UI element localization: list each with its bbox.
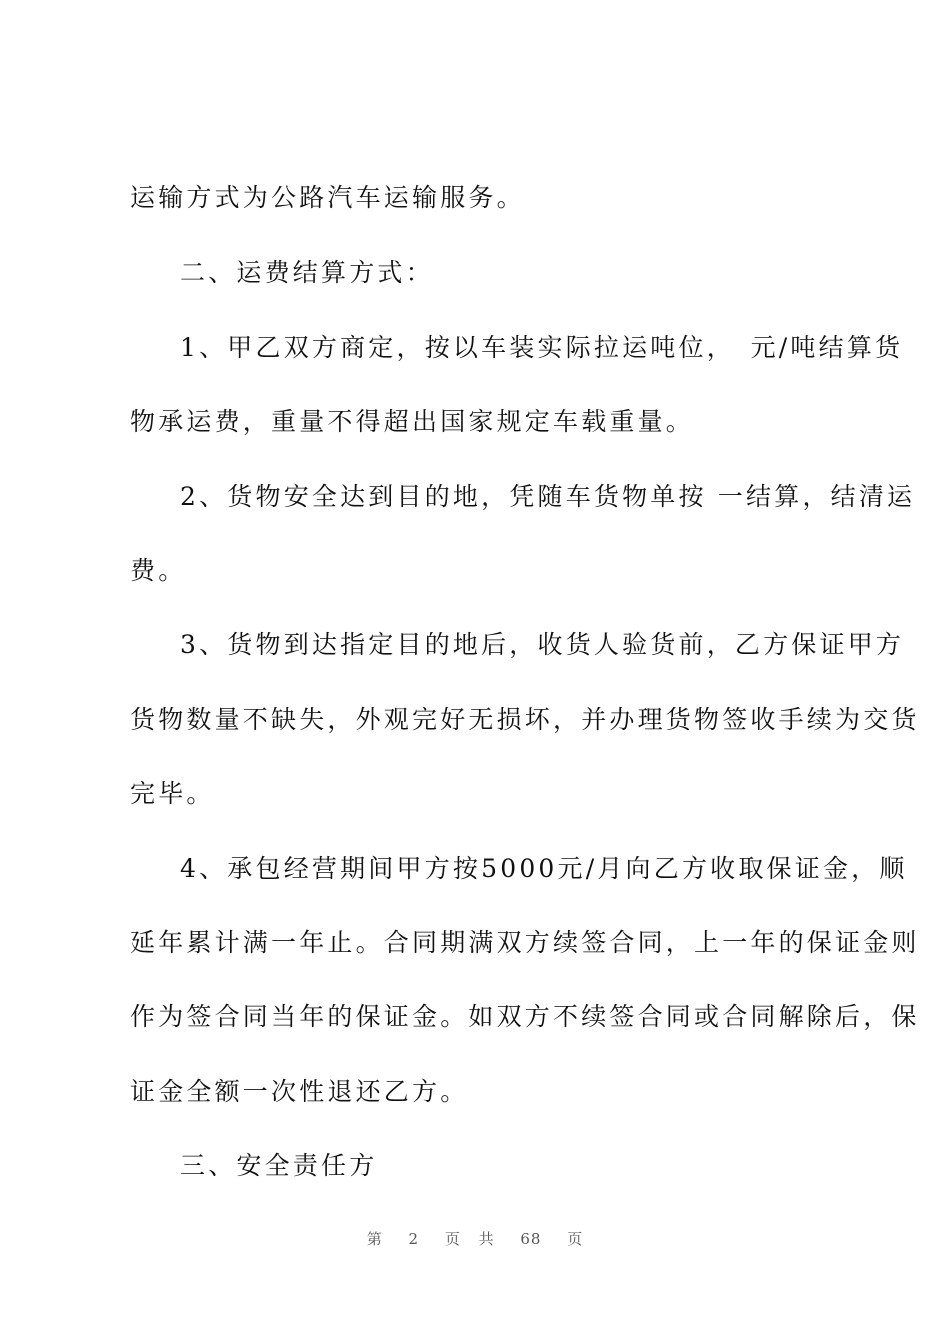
section-heading-3: 三、安全责任方 (180, 1151, 378, 1180)
text-line-10: 4、承包经营期间甲方按5000元/月向乙方收取保证金，顺 (180, 854, 908, 883)
text-line-5: 2、货物安全达到目的地，凭随车货物单按 一结算，结清运 (180, 482, 916, 511)
text-line-8: 货物数量不缺失，外观完好无损坏，并办理货物签收手续为交货 (130, 705, 920, 734)
text-line-7: 3、货物到达指定目的地后，收货人验货前，乙方保证甲方 (180, 630, 905, 659)
footer-prefix: 第 (366, 1230, 383, 1248)
text-line-9: 完毕。 (130, 779, 215, 808)
section-heading-2: 二、运费结算方式： (180, 258, 434, 287)
page-number-footer (0, 1228, 950, 1249)
text-line-13: 证金全额一次性退还乙方。 (130, 1077, 469, 1106)
text-line-6: 费。 (130, 556, 187, 585)
footer-total-pages: 68 (520, 1230, 542, 1248)
text-line-12: 作为签合同当年的保证金。如双方不续签合同或合同解除后，保 (130, 1002, 920, 1031)
text-line-1: 运输方式为公路汽车运输服务。 (130, 183, 525, 212)
text-line-11: 延年累计满一年止。合同期满双方续签合同，上一年的保证金则 (130, 928, 920, 957)
footer-suffix: 页 (567, 1230, 584, 1248)
text-line-3: 1、甲乙双方商定，按以车装实际拉运吨位， 元/吨结算货 (180, 333, 904, 362)
footer-page-number: 2 (408, 1230, 420, 1248)
text-line-4: 物承运费，重量不得超出国家规定车载重量。 (130, 407, 695, 436)
footer-middle: 页 共 (444, 1230, 495, 1248)
